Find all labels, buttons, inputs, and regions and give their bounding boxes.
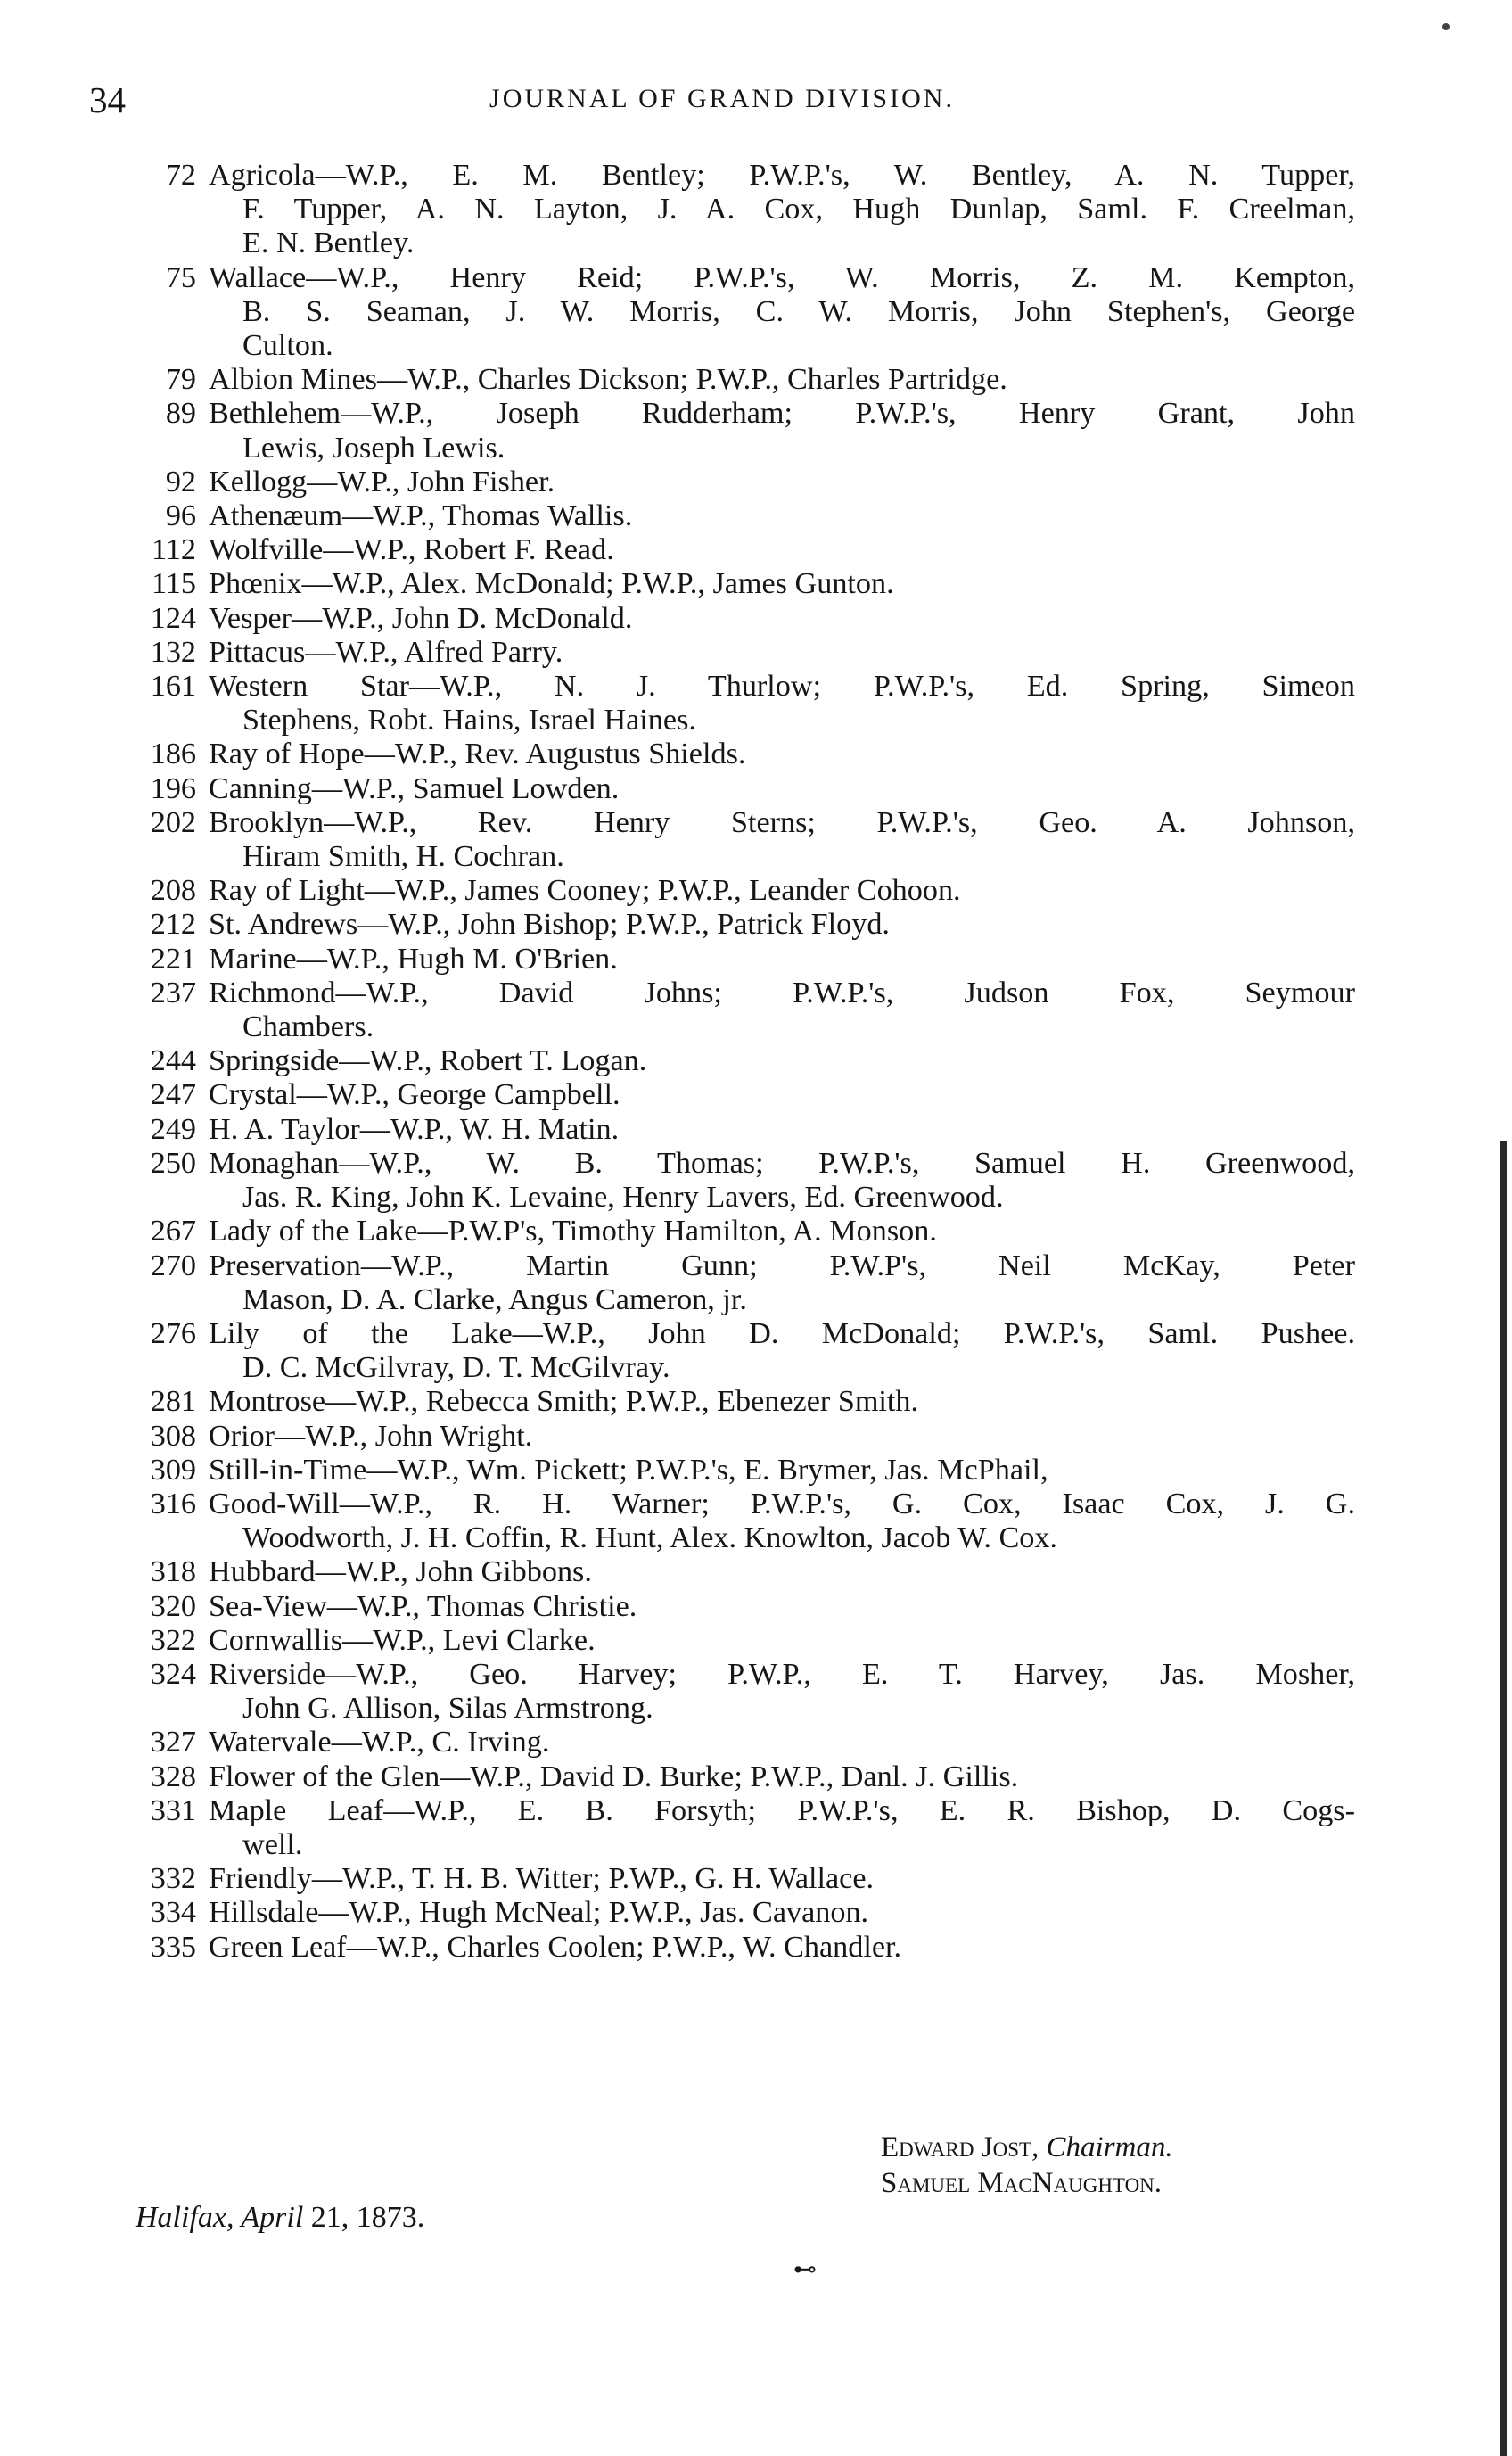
entry-line: Brooklyn—W.P., Rev. Henry Sterns; P.W.P.'s, Geo. A. Johnson,: [209, 805, 1355, 839]
division-number: 79: [165, 363, 196, 397]
list-item: [119, 1078, 1355, 1112]
ornament-glyph: ⊷: [793, 2256, 817, 2282]
list-item: [119, 499, 1355, 533]
entry-line: Phœnix—W.P., Alex. McDonald; P.W.P., James Gunton.: [209, 567, 894, 601]
entry-line: Riverside—W.P., Geo. Harvey; P.W.P., E. T. Harvey, Jas. Mosher,: [209, 1657, 1355, 1691]
list-item: [119, 466, 1355, 499]
division-number: 276: [150, 1316, 196, 1350]
entry-line: Woodworth, J. H. Coffin, R. Hunt, Alex. Knowlton, Jacob W. Cox.: [242, 1521, 1057, 1555]
entry-line: Wallace—W.P., Henry Reid; P.W.P.'s, W. Morris, Z. M. Kempton,: [209, 260, 1355, 294]
entry-line: D. C. McGilvray, D. T. McGilvray.: [242, 1351, 670, 1385]
entry-line: Watervale—W.P., C. Irving.: [209, 1726, 550, 1760]
list-item: [119, 1760, 1355, 1794]
running-header: [89, 78, 1355, 132]
division-number: 115: [151, 567, 196, 601]
list-item: [119, 636, 1355, 670]
division-number: 208: [150, 874, 196, 908]
signer-role: Chairman.: [1046, 2131, 1173, 2163]
division-number: 247: [150, 1078, 196, 1112]
entry-line: John G. Allison, Silas Armstrong.: [242, 1692, 653, 1726]
division-number: 320: [150, 1589, 196, 1623]
division-number: 331: [150, 1793, 196, 1827]
signature-line-chairman: [881, 2130, 1173, 2165]
list-item: [119, 772, 1355, 806]
division-number: 267: [150, 1215, 196, 1249]
entry-line: Sea-View—W.P., Thomas Christie.: [209, 1589, 637, 1623]
division-number: 308: [150, 1419, 196, 1453]
entry-line: St. Andrews—W.P., John Bishop; P.W.P., Patrick Floyd.: [209, 908, 890, 942]
entry-line: Hubbard—W.P., John Gibbons.: [209, 1555, 592, 1589]
division-number: 196: [150, 771, 196, 805]
entry-line: Ray of Light—W.P., James Cooney; P.W.P., Leander Cohoon.: [209, 874, 961, 908]
entry-line: E. N. Bentley.: [242, 227, 415, 260]
list-item: [119, 1385, 1355, 1419]
list-item: [119, 1590, 1355, 1624]
division-number: 316: [150, 1487, 196, 1521]
signer-name: Samuel MacNaughton.: [881, 2167, 1163, 2199]
list-item: [119, 977, 1355, 1044]
list-item: [119, 1931, 1355, 1965]
list-item: [119, 806, 1355, 874]
list-item: [119, 159, 1355, 261]
division-number: 281: [150, 1385, 196, 1419]
entry-line: H. A. Taylor—W.P., W. H. Matin.: [209, 1112, 620, 1146]
list-item: [119, 567, 1355, 601]
division-number: 96: [165, 499, 196, 533]
entry-line: Flower of the Glen—W.P., David D. Burke; P.W.P., Danl. J. Gillis.: [209, 1760, 1019, 1793]
list-item: [119, 1249, 1355, 1317]
entry-line: Marine—W.P., Hugh M. O'Brien.: [209, 942, 618, 976]
list-item: [119, 1624, 1355, 1658]
entry-line: Lewis, Joseph Lewis.: [242, 431, 505, 465]
page-edge-shadow: [1500, 1141, 1507, 2456]
place-city: Halifax,: [136, 2201, 234, 2234]
entry-line: Bethlehem—W.P., Joseph Rudderham; P.W.P.'s, Henry Grant, John: [209, 397, 1355, 431]
list-item: [119, 908, 1355, 942]
division-number: 322: [150, 1623, 196, 1657]
entry-line: Canning—W.P., Samuel Lowden.: [209, 771, 620, 805]
entry-line: Springside—W.P., Robert T. Logan.: [209, 1044, 647, 1078]
entry-line: Montrose—W.P., Rebecca Smith; P.W.P., Ebenezer Smith.: [209, 1385, 919, 1419]
division-number: 89: [165, 397, 196, 431]
entry-line: Friendly—W.P., T. H. B. Witter; P.WP., G. H. Wallace.: [209, 1862, 875, 1896]
division-number: 112: [151, 533, 196, 567]
signature-line-second: [881, 2165, 1173, 2201]
entry-line: Western Star—W.P., N. J. Thurlow; P.W.P.'s, Ed. Spring, Simeon: [209, 670, 1355, 704]
entry-line: Kellogg—W.P., John Fisher.: [209, 465, 555, 499]
list-item: [119, 1658, 1355, 1726]
list-item: [119, 1215, 1355, 1249]
division-number: 75: [165, 260, 196, 294]
entry-line: Stephens, Robt. Hains, Israel Haines.: [242, 704, 696, 738]
division-number: 250: [150, 1146, 196, 1180]
division-number: 161: [150, 670, 196, 704]
list-item: [119, 738, 1355, 771]
entry-line: Monaghan—W.P., W. B. Thomas; P.W.P.'s, Samuel H. Greenwood,: [209, 1146, 1355, 1180]
entry-line: Mason, D. A. Clarke, Angus Cameron, jr.: [242, 1282, 747, 1316]
list-item: [119, 1113, 1355, 1147]
entry-line: Maple Leaf—W.P., E. B. Forsyth; P.W.P.'s, E. R. Bishop, D. Cogs-: [209, 1793, 1355, 1827]
division-number: 335: [150, 1930, 196, 1964]
entry-line: Albion Mines—W.P., Charles Dickson; P.W.P., Charles Partridge.: [209, 363, 1007, 397]
entry-line: well.: [242, 1827, 303, 1861]
entry-line: Orior—W.P., John Wright.: [209, 1419, 533, 1453]
date-day-year: 21, 1873.: [310, 2201, 425, 2234]
division-number: 318: [150, 1555, 196, 1589]
division-number: 72: [165, 159, 196, 192]
place-date: [136, 2201, 424, 2235]
entry-line: Green Leaf—W.P., Charles Coolen; P.W.P., W. Chandler.: [209, 1930, 902, 1964]
entry-line: B. S. Seaman, J. W. Morris, C. W. Morris, John Stephen's, George: [242, 294, 1355, 328]
division-number: 237: [150, 976, 196, 1010]
division-number: 328: [150, 1760, 196, 1793]
entry-line: Pittacus—W.P., Alfred Parry.: [209, 635, 563, 669]
list-item: [119, 670, 1355, 738]
list-item: [119, 1794, 1355, 1862]
entry-line: F. Tupper, A. N. Layton, J. A. Cox, Hugh Dunlap, Saml. F. Creelman,: [242, 193, 1355, 227]
entry-line: Crystal—W.P., George Campbell.: [209, 1078, 620, 1112]
division-number: 202: [150, 805, 196, 839]
date-month: April: [241, 2201, 304, 2234]
list-item: [119, 1044, 1355, 1078]
division-number: 324: [150, 1657, 196, 1691]
division-number: 244: [150, 1044, 196, 1078]
division-number: 249: [150, 1112, 196, 1146]
division-number: 221: [150, 942, 196, 976]
entry-line: Richmond—W.P., David Johns; P.W.P.'s, Judson Fox, Seymour: [209, 976, 1355, 1010]
list-item: [119, 261, 1355, 364]
list-item: [119, 1420, 1355, 1454]
signer-name: Edward Jost,: [881, 2131, 1040, 2163]
entry-line: Ray of Hope—W.P., Rev. Augustus Shields.: [209, 738, 746, 771]
entry-line: Good-Will—W.P., R. H. Warner; P.W.P.'s, G. Cox, Isaac Cox, J. G.: [209, 1487, 1355, 1521]
division-number: 124: [150, 601, 196, 635]
entry-line: Preservation—W.P., Martin Gunn; P.W.P's, Neil McKay, Peter: [209, 1249, 1355, 1282]
list-item: [119, 943, 1355, 977]
entry-line: Jas. R. King, John K. Levaine, Henry Lavers, Ed. Greenwood.: [242, 1181, 1004, 1215]
page-number: 34: [89, 79, 126, 120]
list-item: [119, 1317, 1355, 1385]
page-title: JOURNAL OF GRAND DIVISION.: [489, 84, 955, 113]
entry-line: Cornwallis—W.P., Levi Clarke.: [209, 1623, 596, 1657]
list-item: [119, 533, 1355, 567]
entry-line: Hillsdale—W.P., Hugh McNeal; P.W.P., Jas. Cavanon.: [209, 1896, 869, 1930]
list-item: [119, 602, 1355, 636]
entry-line: Culton.: [242, 329, 333, 363]
division-list: [119, 159, 1355, 1965]
division-number: 132: [150, 635, 196, 669]
list-item: [119, 1726, 1355, 1760]
division-number: 92: [165, 465, 196, 499]
division-number: 186: [150, 738, 196, 771]
division-number: 334: [150, 1896, 196, 1930]
ink-speck: [1442, 23, 1450, 30]
list-item: [119, 874, 1355, 908]
signature-block: [881, 2130, 1173, 2201]
list-item: [119, 1488, 1355, 1555]
entry-line: Vesper—W.P., John D. McDonald.: [209, 601, 633, 635]
division-number: 212: [150, 908, 196, 942]
entry-line: Wolfville—W.P., Robert F. Read.: [209, 533, 614, 567]
list-item: [119, 363, 1355, 397]
division-number: 270: [150, 1249, 196, 1282]
division-number: 309: [150, 1453, 196, 1487]
list-item: [119, 1555, 1355, 1589]
list-item: [119, 1147, 1355, 1215]
list-item: [119, 1896, 1355, 1930]
list-item: [119, 1862, 1355, 1896]
entry-line: Agricola—W.P., E. M. Bentley; P.W.P.'s, W. Bentley, A. N. Tupper,: [209, 159, 1355, 192]
entry-line: Hiram Smith, H. Cochran.: [242, 840, 564, 874]
division-number: 327: [150, 1726, 196, 1760]
entry-line: Still-in-Time—W.P., Wm. Pickett; P.W.P.'s, E. Brymer, Jas. McPhail,: [209, 1453, 1048, 1487]
list-item: [119, 397, 1355, 465]
entry-line: Chambers.: [242, 1010, 374, 1044]
entry-line: Athenæum—W.P., Thomas Wallis.: [209, 499, 633, 533]
division-number: 332: [150, 1862, 196, 1896]
entry-line: Lily of the Lake—W.P., John D. McDonald; P.W.P.'s, Saml. Pushee.: [209, 1316, 1355, 1350]
list-item: [119, 1454, 1355, 1488]
entry-line: Lady of the Lake—P.W.P's, Timothy Hamilton, A. Monson.: [209, 1215, 937, 1249]
